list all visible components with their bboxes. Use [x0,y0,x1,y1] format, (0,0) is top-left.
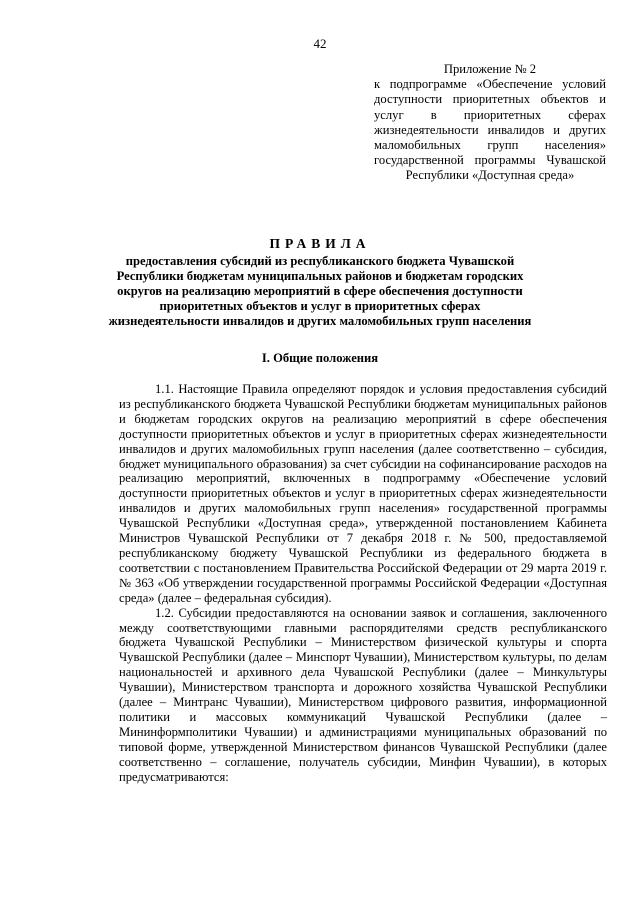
appendix-title: Приложение № 2 [443,62,537,76]
paragraph-1-2: 1.2. Субсидии предоставляются на основании заявок и соглашения, заключенного между соответствующими главными распорядителями средств республиканского бюджета Чувашской Республики – Министерством физической культуры и спорта Чувашской Республики (далее – Минспорт Чувашии), Министерством культуры, по делам национальностей и архивного дела Чувашской Республики (далее – Минкультуры Чувашии), Министерством транспорта и дорожного хозяйства Чувашской Республики (далее – Минтранс Чувашии), Министерством цифрового развития, информационной политики и массовых коммуникаций Чувашской Республики (далее – Мининформполитики Чувашии) и администрациями муниципальных образований по типовой форме, утвержденной Министерством финансов Чувашской Республики (далее соответственно – соглашение, получатель субсидии, Минфин Чувашии), в которых предусматриваются: [119,605,607,784]
body-text [119,382,607,784]
paragraph-1-1: 1.1. Настоящие Правила определяют порядок и условия предоставления субсидий из республиканского бюджета Чувашской Республики бюджетам муниципальных районов и бюджетам городских округов на реализацию мероприятий в сфере обеспечения доступности приоритетных объектов и услуг в приоритетных сферах жизнедеятельности инвалидов и других маломобильных групп населения (далее соответственно – субсидия, бюджет муниципального образования) за счет субсидии на софинансирование расходов на реализацию мероприятий, включенных в подпрограмму «Обеспечение условий доступности приоритетных объектов и услуг в приоритетных сферах жизнедеятельности инвалидов и других маломобильных групп населения» государственной программы Чувашской Республики «Доступная среда», утвержденной постановлением Кабинета Министров Чувашской Республики от 7 декабря 2018 г. № 500, предоставляемой республиканскому бюджету Чувашской Республики из федерального бюджета в соответствии с постановлением Правительства Российской Федерации от 29 марта 2019 г. № 363 «Об утверждении государственной программы Российской Федерации «Доступная среда» (далее – федеральная субсидия). [119,382,607,605]
appendix-body: к подпрограмме «Обеспечение условий доступности приоритетных объектов и услуг в приоритетных сферах жизнедеятельности инвалидов и других маломобильных групп населения» государственной программы Чувашской Республики «Доступная среда» [374,77,606,183]
appendix-block [374,62,606,184]
section-heading: I. Общие положения [261,351,379,365]
rules-title: ПРАВИЛА [269,236,371,251]
page-number: 42 [313,36,327,51]
rules-subtitle: предоставления субсидий из республиканского бюджета Чувашской Республики бюджетам муниципальных районов и бюджетам городских округов на реализацию мероприятий в сфере обеспечения доступности приоритетных объектов и услуг в приоритетных сферах жизнедеятельности инвалидов и других маломобильных групп населения [108,254,532,328]
